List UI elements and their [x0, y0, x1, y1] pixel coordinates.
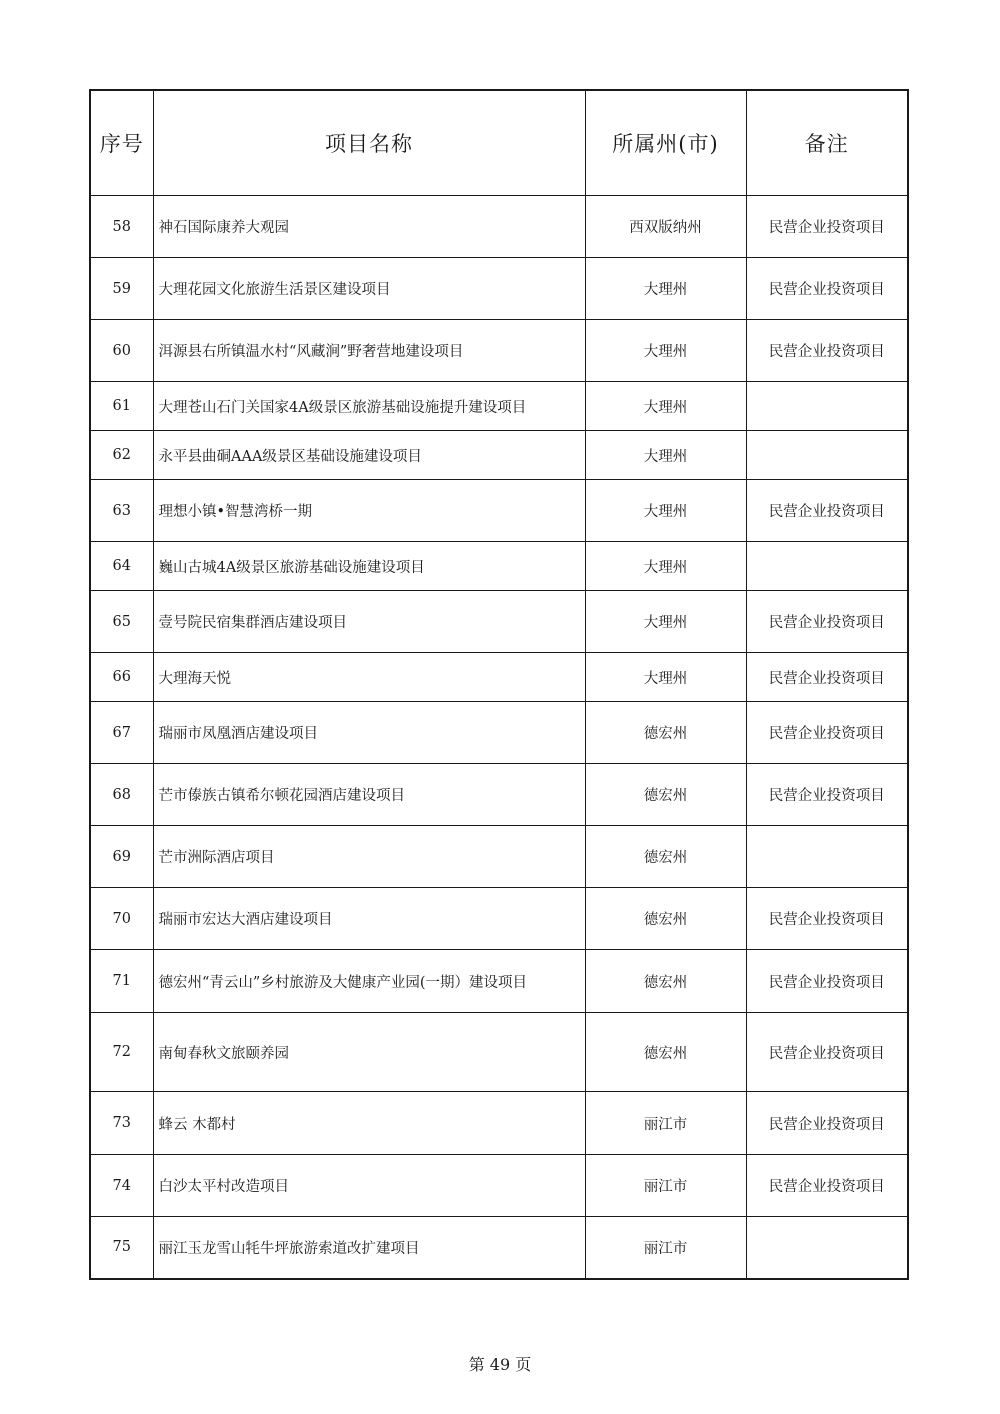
table-row	[90, 764, 908, 826]
row-index: 66	[90, 653, 153, 702]
row-region: 大理州	[585, 320, 746, 382]
header-index: 序号	[90, 90, 153, 196]
row-note	[746, 431, 908, 480]
table-row	[90, 1092, 908, 1155]
table-row	[90, 196, 908, 258]
row-region: 德宏州	[585, 702, 746, 764]
row-region: 丽江市	[585, 1217, 746, 1279]
row-note: 民营企业投资项目	[746, 1092, 908, 1155]
row-project-name: 丽江玉龙雪山牦牛坪旅游索道改扩建项目	[153, 1217, 585, 1279]
row-note: 民营企业投资项目	[746, 1155, 908, 1217]
row-region: 德宏州	[585, 888, 746, 950]
row-region: 大理州	[585, 542, 746, 591]
row-project-name: 神石国际康养大观园	[153, 196, 585, 258]
row-index: 71	[90, 950, 153, 1013]
row-region: 大理州	[585, 480, 746, 542]
row-index: 63	[90, 480, 153, 542]
row-region: 德宏州	[585, 826, 746, 888]
row-index: 69	[90, 826, 153, 888]
row-project-name: 壹号院民宿集群酒店建设项目	[153, 591, 585, 653]
row-note: 民营企业投资项目	[746, 196, 908, 258]
row-note	[746, 826, 908, 888]
row-note: 民营企业投资项目	[746, 764, 908, 826]
header-note: 备注	[746, 90, 908, 196]
table-row	[90, 888, 908, 950]
row-region: 大理州	[585, 591, 746, 653]
row-project-name: 巍山古城4A级景区旅游基础设施建设项目	[153, 542, 585, 591]
row-note: 民营企业投资项目	[746, 258, 908, 320]
row-project-name: 大理花园文化旅游生活景区建设项目	[153, 258, 585, 320]
row-project-name: 大理海天悦	[153, 653, 585, 702]
row-region: 大理州	[585, 382, 746, 431]
row-note: 民营企业投资项目	[746, 888, 908, 950]
table-row	[90, 950, 908, 1013]
row-region: 大理州	[585, 431, 746, 480]
row-index: 62	[90, 431, 153, 480]
table-row	[90, 431, 908, 480]
row-project-name: 大理苍山石门关国家4A级景区旅游基础设施提升建设项目	[153, 382, 585, 431]
row-index: 75	[90, 1217, 153, 1279]
table-row	[90, 1217, 908, 1279]
row-region: 大理州	[585, 653, 746, 702]
row-index: 65	[90, 591, 153, 653]
row-index: 60	[90, 320, 153, 382]
row-index: 59	[90, 258, 153, 320]
table-row	[90, 702, 908, 764]
table-row	[90, 480, 908, 542]
table-row	[90, 653, 908, 702]
row-project-name: 芒市傣族古镇希尔顿花园酒店建设项目	[153, 764, 585, 826]
row-region: 德宏州	[585, 1013, 746, 1092]
row-index: 67	[90, 702, 153, 764]
row-note: 民营企业投资项目	[746, 320, 908, 382]
row-index: 68	[90, 764, 153, 826]
row-note: 民营企业投资项目	[746, 702, 908, 764]
row-index: 58	[90, 196, 153, 258]
row-index: 72	[90, 1013, 153, 1092]
table-row	[90, 591, 908, 653]
table-row	[90, 1155, 908, 1217]
header-region: 所属州(市)	[585, 90, 746, 196]
row-region: 大理州	[585, 258, 746, 320]
row-project-name: 蜂云 木都村	[153, 1092, 585, 1155]
row-project-name: 洱源县右所镇温水村“风藏涧”野奢营地建设项目	[153, 320, 585, 382]
row-note: 民营企业投资项目	[746, 1013, 908, 1092]
row-project-name: 瑞丽市宏达大酒店建设项目	[153, 888, 585, 950]
row-index: 61	[90, 382, 153, 431]
table-row	[90, 258, 908, 320]
row-note	[746, 1217, 908, 1279]
header-project-name: 项目名称	[153, 90, 585, 196]
row-note: 民营企业投资项目	[746, 480, 908, 542]
table-row	[90, 382, 908, 431]
row-note: 民营企业投资项目	[746, 653, 908, 702]
table-row	[90, 826, 908, 888]
row-project-name: 芒市洲际酒店项目	[153, 826, 585, 888]
row-project-name: 白沙太平村改造项目	[153, 1155, 585, 1217]
row-index: 74	[90, 1155, 153, 1217]
row-index: 73	[90, 1092, 153, 1155]
row-note	[746, 542, 908, 591]
row-project-name: 德宏州“青云山”乡村旅游及大健康产业园(一期）建设项目	[153, 950, 585, 1013]
row-note: 民营企业投资项目	[746, 950, 908, 1013]
row-project-name: 南甸春秋文旅颐养园	[153, 1013, 585, 1092]
row-project-name: 永平县曲硐AAA级景区基础设施建设项目	[153, 431, 585, 480]
row-project-name: 理想小镇•智慧湾桥一期	[153, 480, 585, 542]
row-note	[746, 382, 908, 431]
row-index: 70	[90, 888, 153, 950]
table-row	[90, 542, 908, 591]
page-number: 第 49 页	[468, 1355, 532, 1374]
project-table	[89, 89, 909, 1280]
row-index: 64	[90, 542, 153, 591]
row-region: 丽江市	[585, 1092, 746, 1155]
table-header-row	[90, 90, 908, 196]
row-note: 民营企业投资项目	[746, 591, 908, 653]
row-project-name: 瑞丽市凤凰酒店建设项目	[153, 702, 585, 764]
row-region: 西双版纳州	[585, 196, 746, 258]
row-region: 德宏州	[585, 950, 746, 1013]
row-region: 丽江市	[585, 1155, 746, 1217]
table-row	[90, 320, 908, 382]
table-row	[90, 1013, 908, 1092]
row-region: 德宏州	[585, 764, 746, 826]
